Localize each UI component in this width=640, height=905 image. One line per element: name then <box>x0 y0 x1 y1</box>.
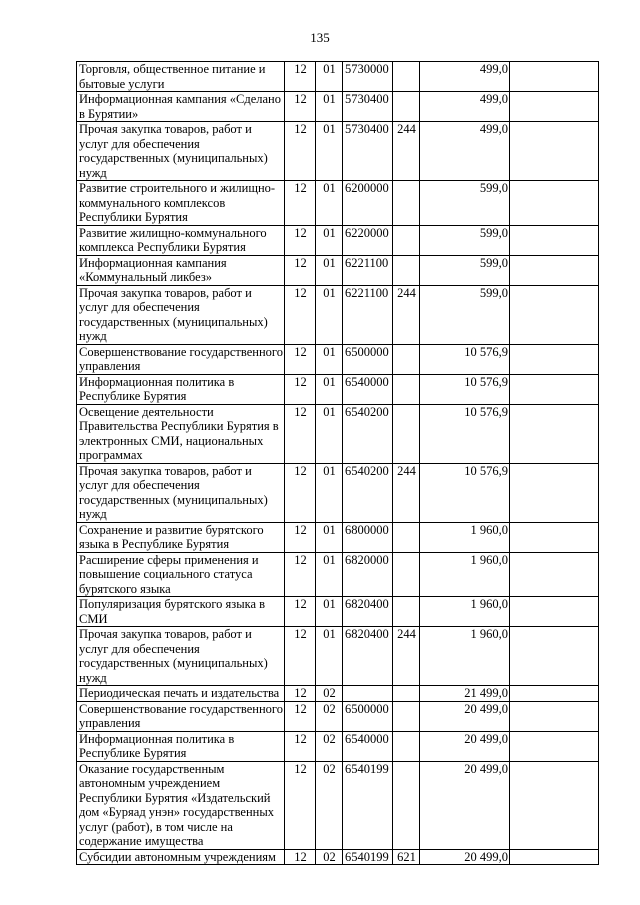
row-subsection-cell: 01 <box>316 181 343 226</box>
row-empty-cell <box>510 344 599 374</box>
row-empty-cell <box>510 225 599 255</box>
row-section-cell: 12 <box>285 463 316 522</box>
row-empty-cell <box>510 701 599 731</box>
row-section-cell: 12 <box>285 627 316 686</box>
row-expense-type-cell <box>393 62 420 92</box>
row-section-cell: 12 <box>285 255 316 285</box>
row-section-cell: 12 <box>285 686 316 702</box>
row-name-cell: Популяризация бурятского языка в СМИ <box>77 597 285 627</box>
row-name-cell: Периодическая печать и издательства <box>77 686 285 702</box>
row-section-cell: 12 <box>285 181 316 226</box>
table-row <box>77 849 599 865</box>
row-subsection-cell: 02 <box>316 761 343 849</box>
row-amount-cell: 20 499,0 <box>420 701 510 731</box>
row-amount-cell: 1 960,0 <box>420 552 510 597</box>
row-section-cell: 12 <box>285 374 316 404</box>
row-empty-cell <box>510 627 599 686</box>
row-target-article-cell <box>343 686 393 702</box>
table-row <box>77 627 599 686</box>
row-empty-cell <box>510 761 599 849</box>
row-section-cell: 12 <box>285 225 316 255</box>
row-name-cell: Информационная политика в Республике Бурятия <box>77 374 285 404</box>
row-subsection-cell: 01 <box>316 122 343 181</box>
row-target-article-cell: 5730400 <box>343 92 393 122</box>
budget-table-body <box>77 62 599 865</box>
table-row <box>77 374 599 404</box>
row-amount-cell: 20 499,0 <box>420 731 510 761</box>
row-amount-cell: 499,0 <box>420 62 510 92</box>
table-row <box>77 701 599 731</box>
row-empty-cell <box>510 122 599 181</box>
row-expense-type-cell <box>393 761 420 849</box>
row-subsection-cell: 01 <box>316 374 343 404</box>
row-empty-cell <box>510 686 599 702</box>
row-empty-cell <box>510 255 599 285</box>
table-row <box>77 463 599 522</box>
row-subsection-cell: 01 <box>316 344 343 374</box>
row-section-cell: 12 <box>285 731 316 761</box>
table-row <box>77 731 599 761</box>
row-section-cell: 12 <box>285 344 316 374</box>
table-row <box>77 92 599 122</box>
row-amount-cell: 599,0 <box>420 181 510 226</box>
row-target-article-cell: 5730400 <box>343 122 393 181</box>
row-subsection-cell: 01 <box>316 597 343 627</box>
row-empty-cell <box>510 849 599 865</box>
row-amount-cell: 10 576,9 <box>420 404 510 463</box>
row-section-cell: 12 <box>285 522 316 552</box>
row-amount-cell: 10 576,9 <box>420 344 510 374</box>
row-expense-type-cell <box>393 522 420 552</box>
table-row <box>77 552 599 597</box>
row-target-article-cell: 6221100 <box>343 255 393 285</box>
budget-table <box>76 61 599 865</box>
row-target-article-cell: 6820400 <box>343 627 393 686</box>
row-empty-cell <box>510 552 599 597</box>
row-empty-cell <box>510 731 599 761</box>
table-row <box>77 285 599 344</box>
table-row <box>77 255 599 285</box>
row-amount-cell: 599,0 <box>420 225 510 255</box>
row-subsection-cell: 02 <box>316 849 343 865</box>
row-target-article-cell: 6820400 <box>343 597 393 627</box>
row-expense-type-cell: 621 <box>393 849 420 865</box>
row-name-cell: Сохранение и развитие бурятского языка в Республике Бурятия <box>77 522 285 552</box>
row-name-cell: Развитие жилищно-коммунального комплекса Республики Бурятия <box>77 225 285 255</box>
row-target-article-cell: 6221100 <box>343 285 393 344</box>
row-expense-type-cell <box>393 92 420 122</box>
row-empty-cell <box>510 463 599 522</box>
row-subsection-cell: 02 <box>316 731 343 761</box>
row-empty-cell <box>510 597 599 627</box>
row-expense-type-cell <box>393 225 420 255</box>
row-section-cell: 12 <box>285 92 316 122</box>
row-target-article-cell: 6540000 <box>343 374 393 404</box>
row-empty-cell <box>510 374 599 404</box>
row-amount-cell: 10 576,9 <box>420 463 510 522</box>
row-target-article-cell: 6500000 <box>343 701 393 731</box>
row-name-cell: Расширение сферы применения и повышение социального статуса бурятского языка <box>77 552 285 597</box>
row-expense-type-cell <box>393 404 420 463</box>
row-subsection-cell: 02 <box>316 686 343 702</box>
row-amount-cell: 1 960,0 <box>420 522 510 552</box>
row-name-cell: Освещение деятельности Правительства Республики Бурятия в электронных СМИ, национальных программах <box>77 404 285 463</box>
row-target-article-cell: 6800000 <box>343 522 393 552</box>
row-empty-cell <box>510 92 599 122</box>
table-row <box>77 181 599 226</box>
table-row <box>77 761 599 849</box>
row-amount-cell: 10 576,9 <box>420 374 510 404</box>
row-subsection-cell: 01 <box>316 225 343 255</box>
table-row <box>77 597 599 627</box>
table-row <box>77 62 599 92</box>
row-target-article-cell: 6540199 <box>343 761 393 849</box>
row-expense-type-cell <box>393 374 420 404</box>
row-expense-type-cell <box>393 344 420 374</box>
row-name-cell: Информационная кампания «Сделано в Бурятии» <box>77 92 285 122</box>
row-name-cell: Прочая закупка товаров, работ и услуг для обеспечения государственных (муниципальных) нужд <box>77 627 285 686</box>
row-name-cell: Информационная кампания «Коммунальный ликбез» <box>77 255 285 285</box>
row-expense-type-cell: 244 <box>393 463 420 522</box>
row-name-cell: Развитие строительного и жилищно-коммунального комплексов Республики Бурятия <box>77 181 285 226</box>
table-row <box>77 404 599 463</box>
row-section-cell: 12 <box>285 761 316 849</box>
row-target-article-cell: 6540000 <box>343 731 393 761</box>
row-name-cell: Прочая закупка товаров, работ и услуг для обеспечения государственных (муниципальных) нужд <box>77 463 285 522</box>
row-empty-cell <box>510 285 599 344</box>
row-amount-cell: 20 499,0 <box>420 761 510 849</box>
row-amount-cell: 1 960,0 <box>420 627 510 686</box>
row-target-article-cell: 6540200 <box>343 404 393 463</box>
row-expense-type-cell <box>393 686 420 702</box>
row-empty-cell <box>510 181 599 226</box>
row-expense-type-cell: 244 <box>393 122 420 181</box>
row-empty-cell <box>510 62 599 92</box>
table-row <box>77 344 599 374</box>
row-target-article-cell: 6500000 <box>343 344 393 374</box>
row-subsection-cell: 01 <box>316 285 343 344</box>
row-target-article-cell: 6820000 <box>343 552 393 597</box>
row-name-cell: Оказание государственным автономным учреждением Республики Бурятия «Издательский дом «Буряад унэн» государственных услуг (работ), в том числе на содержание имущества <box>77 761 285 849</box>
row-expense-type-cell <box>393 731 420 761</box>
row-empty-cell <box>510 404 599 463</box>
row-amount-cell: 599,0 <box>420 285 510 344</box>
table-row <box>77 522 599 552</box>
row-target-article-cell: 6540199 <box>343 849 393 865</box>
row-subsection-cell: 01 <box>316 463 343 522</box>
row-section-cell: 12 <box>285 62 316 92</box>
row-section-cell: 12 <box>285 285 316 344</box>
row-name-cell: Прочая закупка товаров, работ и услуг для обеспечения государственных (муниципальных) нужд <box>77 122 285 181</box>
row-name-cell: Субсидии автономным учреждениям <box>77 849 285 865</box>
row-subsection-cell: 01 <box>316 627 343 686</box>
row-amount-cell: 1 960,0 <box>420 597 510 627</box>
row-subsection-cell: 01 <box>316 62 343 92</box>
table-row <box>77 686 599 702</box>
row-amount-cell: 21 499,0 <box>420 686 510 702</box>
row-expense-type-cell <box>393 181 420 226</box>
row-subsection-cell: 01 <box>316 404 343 463</box>
row-amount-cell: 599,0 <box>420 255 510 285</box>
row-expense-type-cell <box>393 701 420 731</box>
row-amount-cell: 499,0 <box>420 122 510 181</box>
row-section-cell: 12 <box>285 701 316 731</box>
row-expense-type-cell <box>393 597 420 627</box>
row-subsection-cell: 01 <box>316 255 343 285</box>
row-expense-type-cell: 244 <box>393 627 420 686</box>
row-name-cell: Совершенствование государственного управления <box>77 344 285 374</box>
row-section-cell: 12 <box>285 849 316 865</box>
row-target-article-cell: 5730000 <box>343 62 393 92</box>
row-name-cell: Информационная политика в Республике Бурятия <box>77 731 285 761</box>
row-empty-cell <box>510 522 599 552</box>
row-amount-cell: 20 499,0 <box>420 849 510 865</box>
row-section-cell: 12 <box>285 122 316 181</box>
row-name-cell: Совершенствование государственного управления <box>77 701 285 731</box>
row-subsection-cell: 01 <box>316 552 343 597</box>
row-expense-type-cell: 244 <box>393 285 420 344</box>
row-expense-type-cell <box>393 552 420 597</box>
row-subsection-cell: 01 <box>316 92 343 122</box>
row-name-cell: Торговля, общественное питание и бытовые услуги <box>77 62 285 92</box>
row-target-article-cell: 6220000 <box>343 225 393 255</box>
page-number: 135 <box>310 30 330 45</box>
row-expense-type-cell <box>393 255 420 285</box>
row-target-article-cell: 6200000 <box>343 181 393 226</box>
row-section-cell: 12 <box>285 552 316 597</box>
row-subsection-cell: 02 <box>316 701 343 731</box>
row-name-cell: Прочая закупка товаров, работ и услуг для обеспечения государственных (муниципальных) нужд <box>77 285 285 344</box>
row-section-cell: 12 <box>285 404 316 463</box>
table-row <box>77 225 599 255</box>
row-section-cell: 12 <box>285 597 316 627</box>
row-target-article-cell: 6540200 <box>343 463 393 522</box>
row-amount-cell: 499,0 <box>420 92 510 122</box>
row-subsection-cell: 01 <box>316 522 343 552</box>
table-row <box>77 122 599 181</box>
